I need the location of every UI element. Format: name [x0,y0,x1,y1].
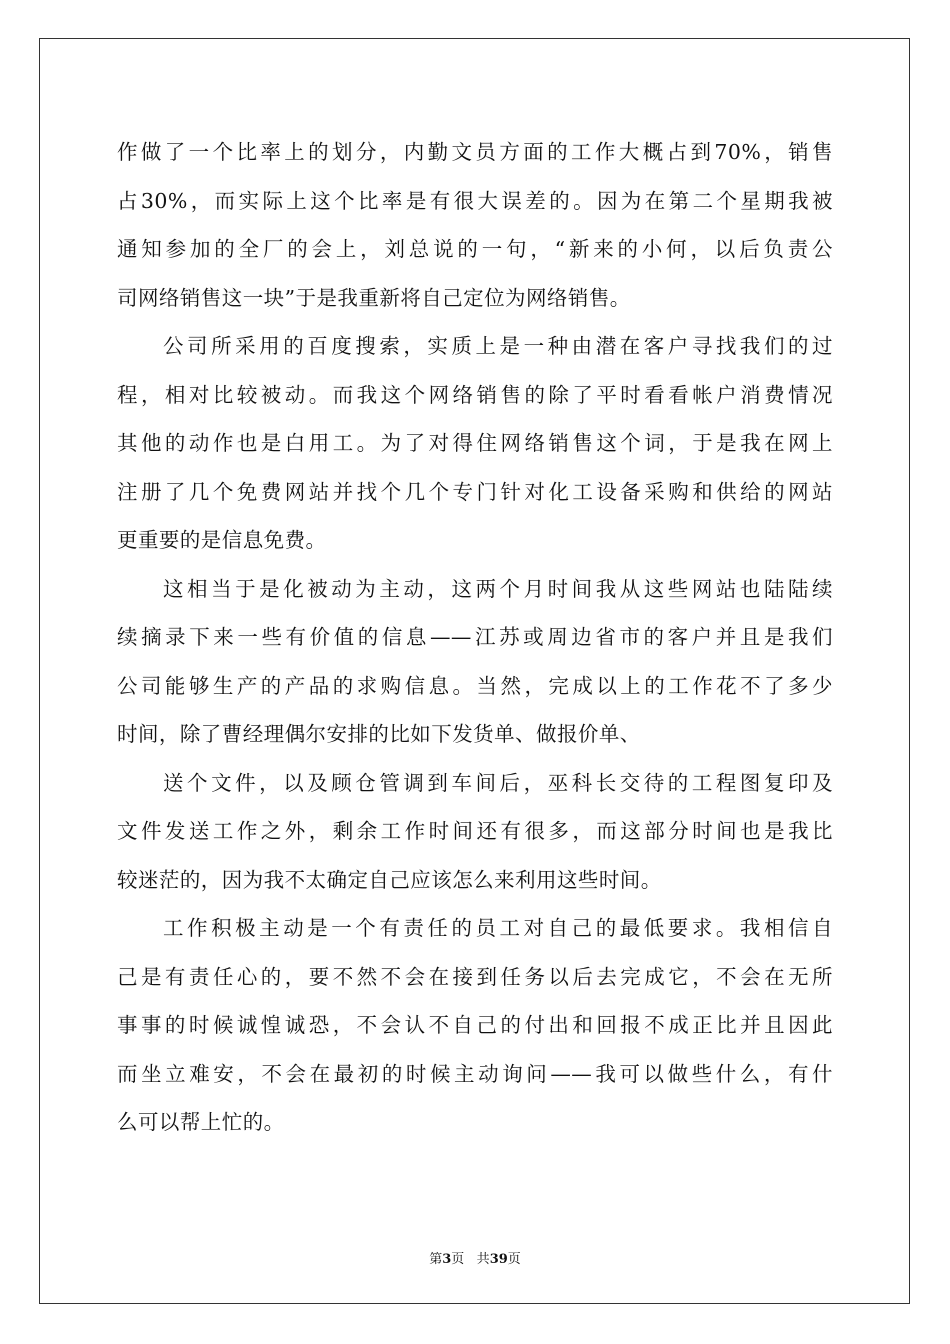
text-line: 己是有责任心的，要不然不会在接到任务以后去完成它，不会在无所 [117,964,833,989]
text-line: 文件发送工作之外，剩余工作时间还有很多，而这部分时间也是我比 [117,819,833,843]
text-line: 这相当于是化被动为主动，这两个月时间我从这些网站也陆陆续 [163,576,833,601]
footer-page-prefix: 第 [429,1252,443,1267]
text-line: 通知参加的全厂的会上，刘总说的一句，“新来的小何，以后负责公 [117,237,833,261]
text-line: 么可以帮上忙的。 [117,1110,285,1134]
text-line: 公司所采用的百度搜索，实质上是一种由潜在客户寻找我们的过 [163,334,833,358]
text-line: 事事的时候诚惶诚恐，不会认不自己的付出和回报不成正比并且因此 [117,1013,833,1037]
footer-page-current: 3 [442,1252,452,1267]
text-line: 司网络销售这一块”于是我重新将自己定位为网络销售。 [117,285,631,310]
text-line: 较迷茫的，因为我不太确定自己应该怎么来利用这些时间。 [117,867,662,892]
page-footer [0,1248,950,1267]
footer-page-total: 39 [489,1252,508,1267]
text-line: 占30%，而实际上这个比率是有很大误差的。因为在第二个星期我被 [117,188,833,213]
text-line: 注册了几个免费网站并找个几个专门针对化工设备采购和供给的网站 [117,479,833,504]
document-body [117,128,833,1147]
text-line: 其他的动作也是白用工。为了对得住网络销售这个词，于是我在网上 [117,431,833,455]
footer-total-prefix: 共 [476,1252,490,1267]
text-line: 作做了一个比率上的划分，内勤文员方面的工作大概占到70%，销售 [117,140,833,164]
text-line: 公司能够生产的产品的求购信息。当然，完成以上的工作花不了多少 [117,673,833,698]
text-line: 续摘录下来一些有价值的信息——江苏或周边省市的客户并且是我们 [117,625,833,649]
text-line: 更重要的是信息免费。 [117,528,327,552]
text-line: 时间，除了曹经理偶尔安排的比如下发货单、做报价单、 [117,722,641,746]
text-line: 送个文件，以及顾仓管调到车间后，巫科长交待的工程图复印及 [163,770,833,795]
footer-total-suffix: 页 [507,1252,521,1267]
text-line: 工作积极主动是一个有责任的员工对自己的最低要求。我相信自 [163,916,833,940]
footer-page-suffix: 页 [451,1252,465,1267]
text-line: 程，相对比较被动。而我这个网络销售的除了平时看看帐户消费情况 [117,382,833,407]
text-line: 而坐立难安，不会在最初的时候主动询问——我可以做些什么，有什 [117,1061,833,1086]
